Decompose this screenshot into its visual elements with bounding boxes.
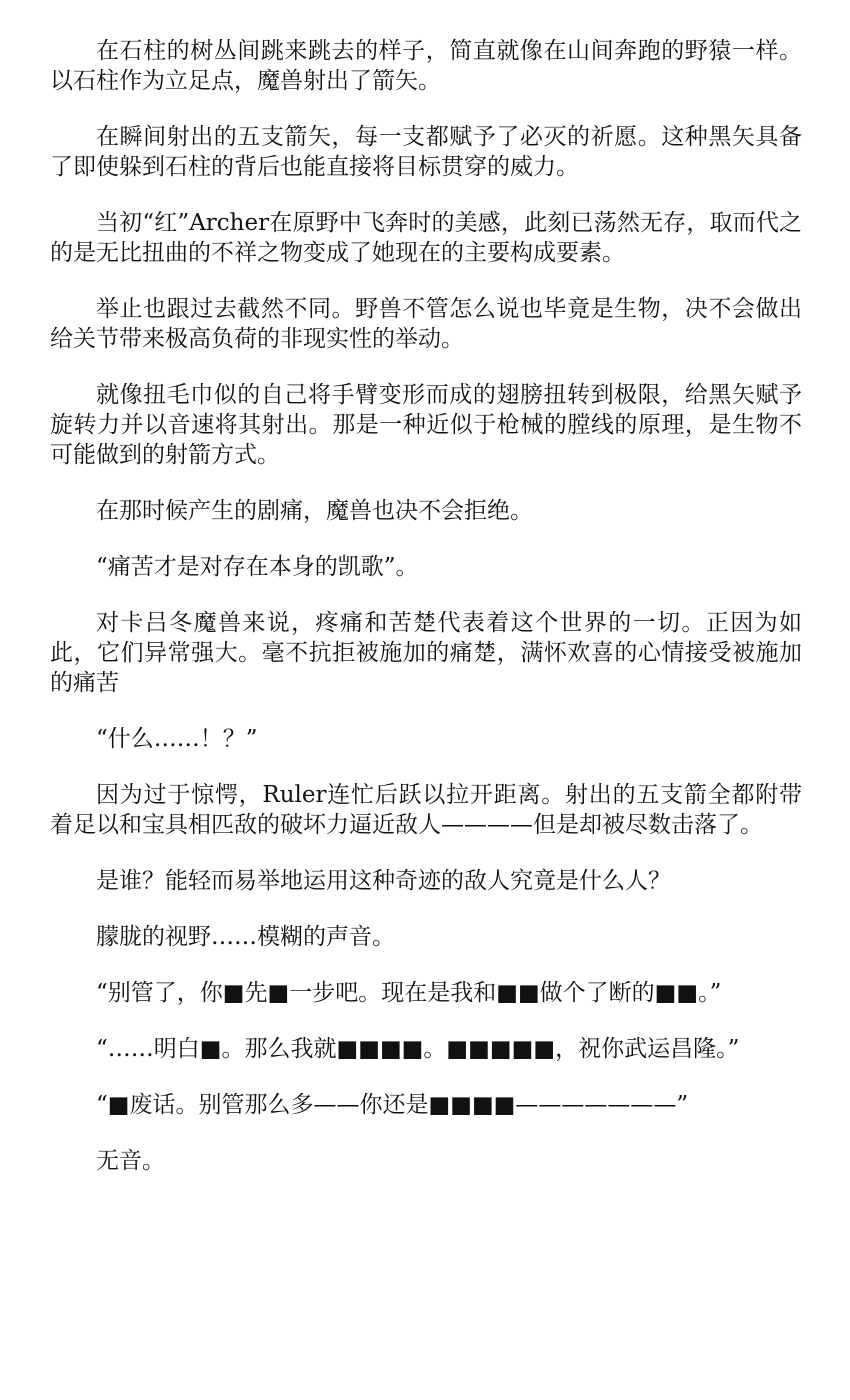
novel-page — [50, 36, 802, 1202]
paragraph: 朦胧的视野……模糊的声音。 — [96, 924, 395, 950]
paragraph: 是谁？能轻而易举地运用这种奇迹的敌人究竟是什么人？ — [96, 868, 671, 894]
paragraph: “什么……！？” — [96, 726, 258, 752]
paragraph: 就像扭毛巾似的自己将手臂变形而成的翅膀扭转到极限，给黑矢赋予旋转力并以音速将其射出。那是一种近似于枪械的膛线的原理，是生物不可能做到的射箭方式。 — [50, 382, 802, 468]
paragraph: 无音。 — [96, 1148, 165, 1174]
paragraph: 在那时候产生的剧痛，魔兽也决不会拒绝。 — [96, 498, 533, 524]
paragraph: “别管了，你■先■一步吧。现在是我和■■做个了断的■■。” — [96, 980, 722, 1006]
paragraph: “■废话。别管那么多——你还是■■■■———————” — [96, 1092, 689, 1118]
paragraph: 对卡吕冬魔兽来说，疼痛和苦楚代表着这个世界的一切。正因为如此，它们异常强大。毫不抗拒被施加的痛楚，满怀欢喜的心情接受被施加的痛苦 — [50, 610, 802, 696]
paragraph: 举止也跟过去截然不同。野兽不管怎么说也毕竟是生物，决不会做出给关节带来极高负荷的非现实性的举动。 — [50, 296, 802, 352]
paragraph: “……明白■。那么我就■■■■。■■■■■，祝你武运昌隆。” — [96, 1036, 740, 1062]
paragraph: 在瞬间射出的五支箭矢，每一支都赋予了必灭的祈愿。这种黑矢具备了即使躲到石柱的背后也能直接将目标贯穿的威力。 — [50, 124, 802, 180]
paragraph: 因为过于惊愕，Ruler连忙后跃以拉开距离。射出的五支箭全都附带着足以和宝具相匹敌的破坏力逼近敌人————但是却被尽数击落了。 — [50, 782, 802, 838]
paragraph: 当初“红”Archer在原野中飞奔时的美感，此刻已荡然无存，取而代之的是无比扭曲的不祥之物变成了她现在的主要构成要素。 — [50, 210, 802, 266]
paragraph: 在石柱的树丛间跳来跳去的样子，简直就像在山间奔跑的野猿一样。以石柱作为立足点，魔兽射出了箭矢。 — [50, 38, 802, 94]
paragraph: “痛苦才是对存在本身的凯歌”。 — [96, 554, 419, 580]
